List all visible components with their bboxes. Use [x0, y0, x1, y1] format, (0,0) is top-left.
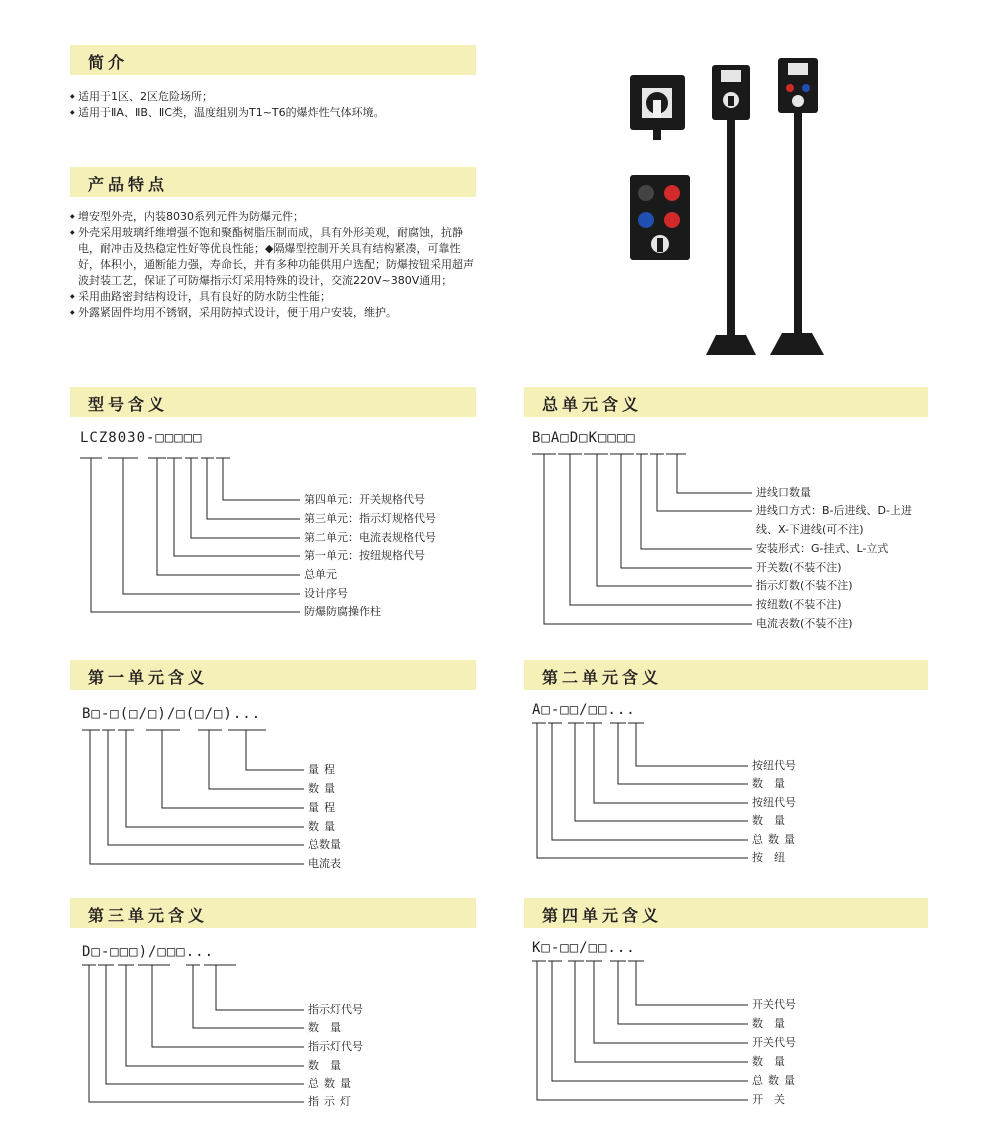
list-item: ◆ 外壳采用玻璃纤维增强不饱和聚酯树脂压制而成，具有外形美观，耐腐蚀，抗静电，耐冲击及热稳定性好等优良性能；◆隔爆型控制开关具有结构紧凑，可靠性好，体积小，通断能力强，寿命长，并有多种功能供用户选配；防爆按钮采用超声波封装工艺，保证了可防爆指示灯采用特殊的设计，交流220V~380V通用；	[70, 225, 475, 289]
unit1-label-range-2: 量程	[308, 801, 340, 814]
total-label-lamp-count: 指示灯数(不装不注)	[756, 579, 853, 592]
unit2-label-code: 按纽代号	[752, 759, 796, 772]
section-title-intro: 简介	[88, 53, 129, 72]
unit4-label-code: 开关代号	[752, 998, 796, 1011]
unit1-label-count: 数量	[308, 782, 340, 795]
total-label-switch-count: 开关数(不装不注)	[756, 561, 842, 574]
total-label-mounting: 安装形式：G-挂式、L-立式	[756, 542, 889, 555]
unit3-label-type: 指示灯	[308, 1095, 356, 1108]
total-label-inlet-mode-cont: 线、X-下进线(可不注)	[756, 523, 864, 536]
model-label-product: 防爆防腐操作柱	[304, 605, 381, 618]
model-code: LCZ8030-□□□□□	[80, 430, 203, 446]
section-title-total-unit: 总单元含义	[542, 395, 643, 414]
unit4-label-code-2: 开关代号	[752, 1036, 796, 1049]
unit3-label-count-2: 数 量	[308, 1059, 341, 1072]
total-unit-brackets	[532, 454, 752, 624]
section-title-model: 型号含义	[88, 395, 169, 414]
unit3-label-code-2: 指示灯代号	[308, 1040, 363, 1053]
list-item: ◆ 采用曲路密封结构设计，具有良好的防水防尘性能；	[70, 289, 475, 305]
total-label-ammeter-count: 电流表数(不装不注)	[756, 617, 853, 630]
section-title-unit4: 第四单元含义	[542, 906, 663, 925]
model-label-unit4: 第四单元：开关规格代号	[304, 493, 425, 506]
unit1-code: B□-□(□/□)/□(□/□)...	[82, 706, 262, 722]
total-label-inlet-mode: 进线口方式：B-后进线、D-上进	[756, 504, 912, 517]
total-unit-code: B□A□D□K□□□□	[532, 430, 636, 446]
unit1-brackets	[82, 730, 304, 864]
section-title-unit2: 第二单元含义	[542, 668, 663, 687]
unit3-label-total: 总数量	[308, 1077, 356, 1090]
unit4-label-total: 总数量	[752, 1074, 800, 1087]
unit2-label-count: 数 量	[752, 777, 785, 790]
model-label-unit1: 第一单元：按纽规格代号	[304, 549, 425, 562]
model-label-design-no: 设计序号	[304, 587, 348, 600]
unit3-label-count: 数 量	[308, 1021, 341, 1034]
unit4-code: K□-□□/□□...	[532, 940, 636, 956]
unit2-label-count-2: 数 量	[752, 814, 785, 827]
unit1-label-type: 电流表	[308, 857, 341, 870]
total-label-button-count: 按纽数(不装不注)	[756, 598, 842, 611]
list-item: ◆ 外露紧固件均用不锈钢，采用防掉式设计，便于用户安装，维护。	[70, 305, 475, 321]
model-label-total-unit: 总单元	[304, 568, 337, 581]
unit2-brackets	[532, 723, 748, 858]
section-title-features: 产品特点	[88, 175, 169, 194]
unit4-label-count-2: 数 量	[752, 1055, 785, 1068]
model-label-unit2: 第二单元：电流表规格代号	[304, 531, 436, 544]
unit1-label-count-2: 数量	[308, 820, 340, 833]
model-brackets	[80, 458, 300, 612]
unit4-label-type: 开 关	[752, 1093, 785, 1106]
list-item: ◆ 适用于ⅡA、ⅡB、ⅡC类，温度组别为T1~T6的爆炸性气体环境。	[70, 105, 475, 121]
unit3-code: D□-□□□)/□□□...	[82, 944, 215, 960]
unit2-label-total: 总数量	[752, 833, 800, 846]
unit2-code: A□-□□/□□...	[532, 702, 636, 718]
section-title-unit3: 第三单元含义	[88, 906, 209, 925]
unit2-label-type: 按 纽	[752, 851, 785, 864]
unit4-label-count: 数 量	[752, 1017, 785, 1030]
unit1-label-range: 量程	[308, 763, 340, 776]
model-label-unit3: 第三单元：指示灯规格代号	[304, 512, 436, 525]
section-title-unit1: 第一单元含义	[88, 668, 209, 687]
list-item: ◆ 增安型外壳，内装8030系列元件为防爆元件；	[70, 209, 475, 225]
unit1-label-total: 总数量	[308, 838, 341, 851]
list-item: ◆ 适用于1区、2区危险场所；	[70, 89, 475, 105]
unit3-brackets	[82, 965, 304, 1102]
total-label-inlet-count: 进线口数量	[756, 486, 811, 499]
unit3-label-code: 指示灯代号	[308, 1003, 363, 1016]
unit4-brackets	[532, 961, 748, 1100]
unit2-label-code-2: 按纽代号	[752, 796, 796, 809]
